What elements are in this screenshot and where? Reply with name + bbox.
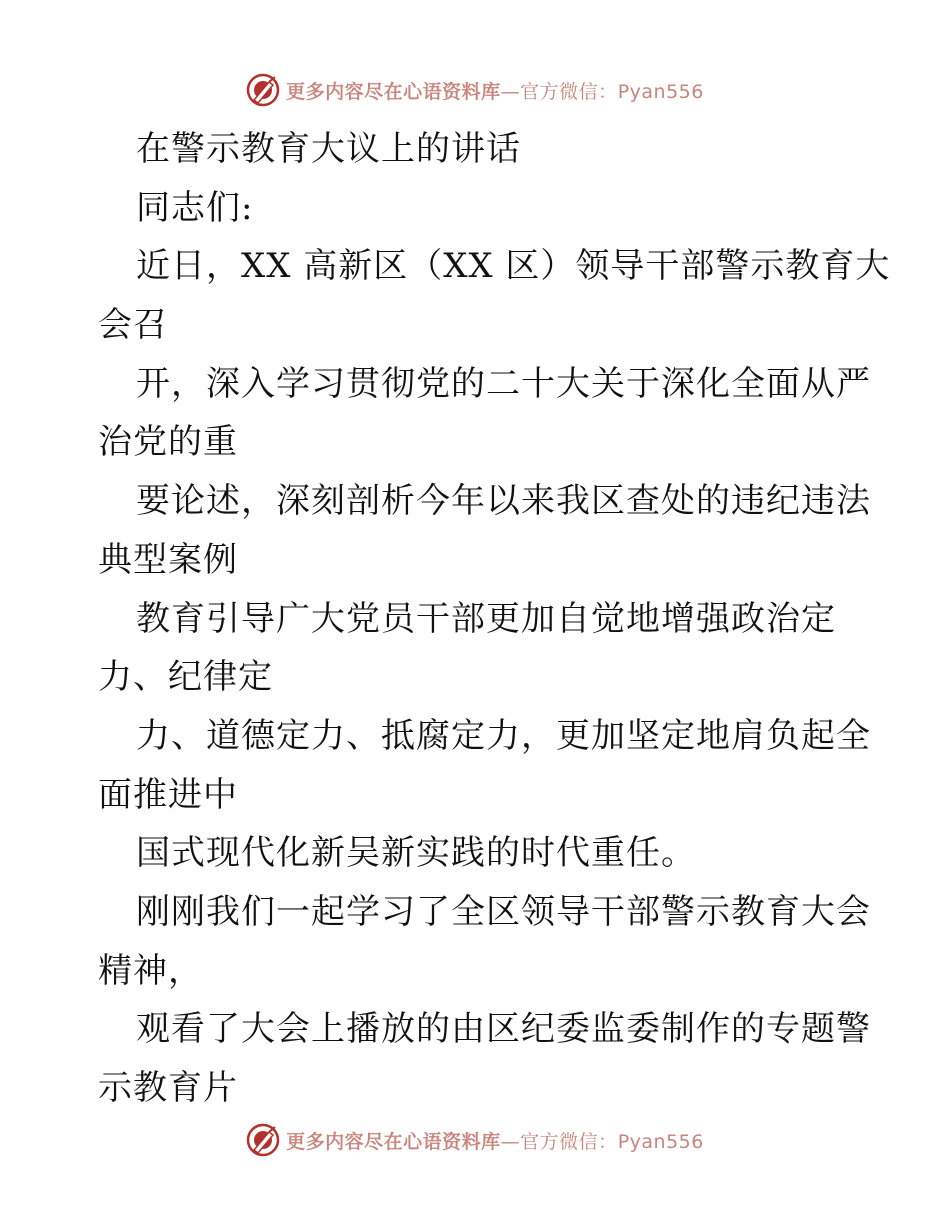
paragraph-line: 力、道德定力、抵腐定力，更加坚定地肩负起全 <box>136 715 871 756</box>
document-title: 在警示教育大议上的讲话 <box>136 129 521 169</box>
header-banner-text <box>286 77 704 104</box>
paragraph-line: 精神， <box>98 950 203 991</box>
paragraph-line: 典型案例 <box>98 539 238 580</box>
header-banner <box>0 70 950 110</box>
paragraph-line: 刚刚我们一起学习了全区领导干部警示教育大会 <box>136 891 871 932</box>
paragraph-line: 治党的重 <box>98 422 238 463</box>
paragraph-line: 开，深入学习贯彻党的二十大关于深化全面从严 <box>136 363 871 404</box>
footer-wechat-id: Pyan556 <box>617 1130 704 1153</box>
header-banner-title: 更多内容尽在心语资料库 <box>286 80 501 103</box>
document-body <box>98 120 891 1118</box>
pen-logo-icon <box>246 1123 280 1157</box>
footer-wechat-label: 官方微信： <box>520 1130 618 1153</box>
header-banner-dash: — <box>500 80 521 103</box>
pen-logo-icon <box>246 73 280 107</box>
paragraph-line: 示教育片 <box>98 1068 238 1108</box>
header-wechat-label: 官方微信： <box>520 80 618 103</box>
footer-banner-text <box>286 1127 704 1154</box>
footer-banner-dash: — <box>500 1130 521 1153</box>
paragraph-line: 要论述，深刻剖析今年以来我区查处的违纪违法 <box>136 481 871 522</box>
header-wechat-id: Pyan556 <box>617 80 704 103</box>
paragraph-line: 国式现代化新吴新实践的时代重任。 <box>136 833 696 874</box>
salutation: 同志们: <box>136 187 254 228</box>
paragraph-line: 会召 <box>98 305 168 346</box>
paragraph-line: 近日，XX 高新区（XX 区）领导干部警示教育大 <box>136 246 891 287</box>
footer-banner-title: 更多内容尽在心语资料库 <box>286 1130 501 1153</box>
paragraph-line: 教育引导广大党员干部更加自觉地增强政治定 <box>136 598 836 639</box>
footer-banner <box>0 1120 950 1160</box>
paragraph-line: 面推进中 <box>98 774 238 815</box>
paragraph-line: 力、纪律定 <box>98 657 273 698</box>
paragraph-line: 观看了大会上播放的由区纪委监委制作的专题警 <box>136 1009 871 1050</box>
